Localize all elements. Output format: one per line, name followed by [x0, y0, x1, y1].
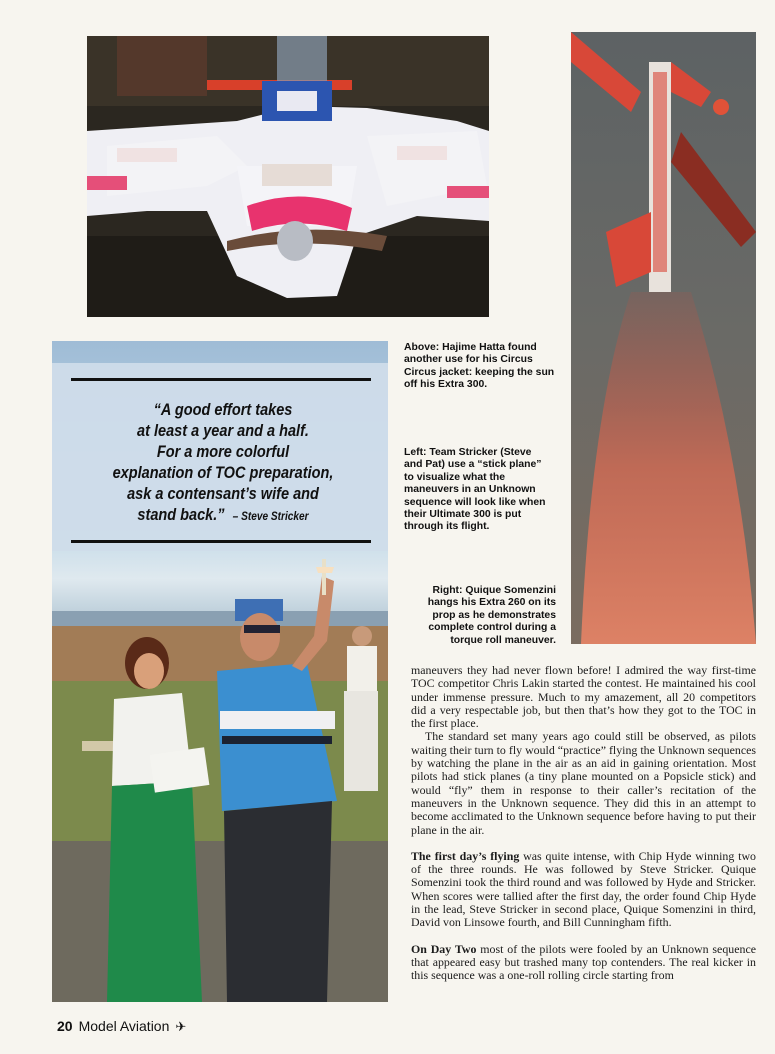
body-paragraph: maneuvers they had never flown before! I admired the way first-time TOC competitor Chris Lakin started the contest. He maintained his cool under immense pressure. Much to my amazement, all 20 competitors did a very respectable job, but then that’s how they got to the TOC in the first place.	[411, 663, 756, 731]
airplane-icon: ✈	[175, 1019, 187, 1034]
body-paragraph	[411, 943, 756, 983]
photo-jacket-airplane	[87, 36, 489, 317]
quote-line: For a more colorful	[156, 443, 290, 461]
paragraph-lead: The first day’s flying	[411, 848, 520, 863]
paragraph-text: was quite intense, with Chip Hyde winning two of the three rounds. He was followed by Steve Stricker. Quique Somenzini took the third round and was followed by Hyde and Stricker. When scores were tallied after the first day, the order found Chip Hyde in the lead, Steve Stricker in second place, Quique Somenzini in third, David von Linsowe fourth, and Bill Cunningham fifth.	[411, 848, 756, 930]
photo-torque-roll	[571, 32, 756, 644]
page-footer	[57, 1018, 186, 1035]
quote-line: explanation of TOC preparation,	[112, 464, 334, 482]
caption-left: Left: Team Stricker (Steve and Pat) use a “stick plane” to visualize what the maneuvers in an Unknown sequence will look like when their Ultimate 300 is put through its flight.	[404, 447, 546, 533]
quote-line: ask a contensant’s wife and	[127, 485, 319, 503]
caption-above: Above: Hajime Hatta found another use for his Circus Circus jacket: keeping the sun off his Extra 300.	[404, 342, 555, 391]
quote-rule-bottom	[71, 540, 371, 543]
magazine-name: Model Aviation	[78, 1018, 170, 1034]
body-paragraph: The standard set many years ago could still be observed, as pilots waiting their turn to fly would “practice” flying the Unknown sequences by watching the plane in the air as an aid in gaining orientation. Most pilots had stick planes (a tiny plane mounted on a Popsicle stick) and would “fly” them in response to their caller’s recitation of the maneuvers in the Unknown sequence. They did this in an attempt to become acclimated to the Unknown sequence before having to put their plane in the air.	[411, 729, 756, 837]
page-number: 20	[57, 1018, 73, 1034]
paragraph-lead: On Day Two	[411, 941, 477, 956]
quote-line: stand back.”	[137, 506, 225, 524]
article-body	[411, 664, 756, 983]
torque-roll-image	[571, 32, 756, 644]
quote-line-last	[95, 505, 350, 528]
quote-rule-top	[71, 378, 371, 381]
jacket-airplane-image	[87, 36, 489, 317]
pull-quote	[95, 400, 350, 528]
quote-line: at least a year and a half.	[137, 422, 309, 440]
quote-attribution: – Steve Stricker	[232, 511, 309, 523]
caption-right: Right: Quique Somenzini hangs his Extra 260 on its prop as he demonstrates complete control during a torque roll maneuver.	[427, 585, 556, 646]
body-paragraph	[411, 850, 756, 930]
paragraph-text: most of the pilots were fooled by an Unknown sequence that appeared easy but trashed many top contenders. The real kicker in this sequence was a one-roll rolling circle starting from	[411, 941, 757, 983]
quote-line: “A good effort takes	[153, 401, 293, 419]
